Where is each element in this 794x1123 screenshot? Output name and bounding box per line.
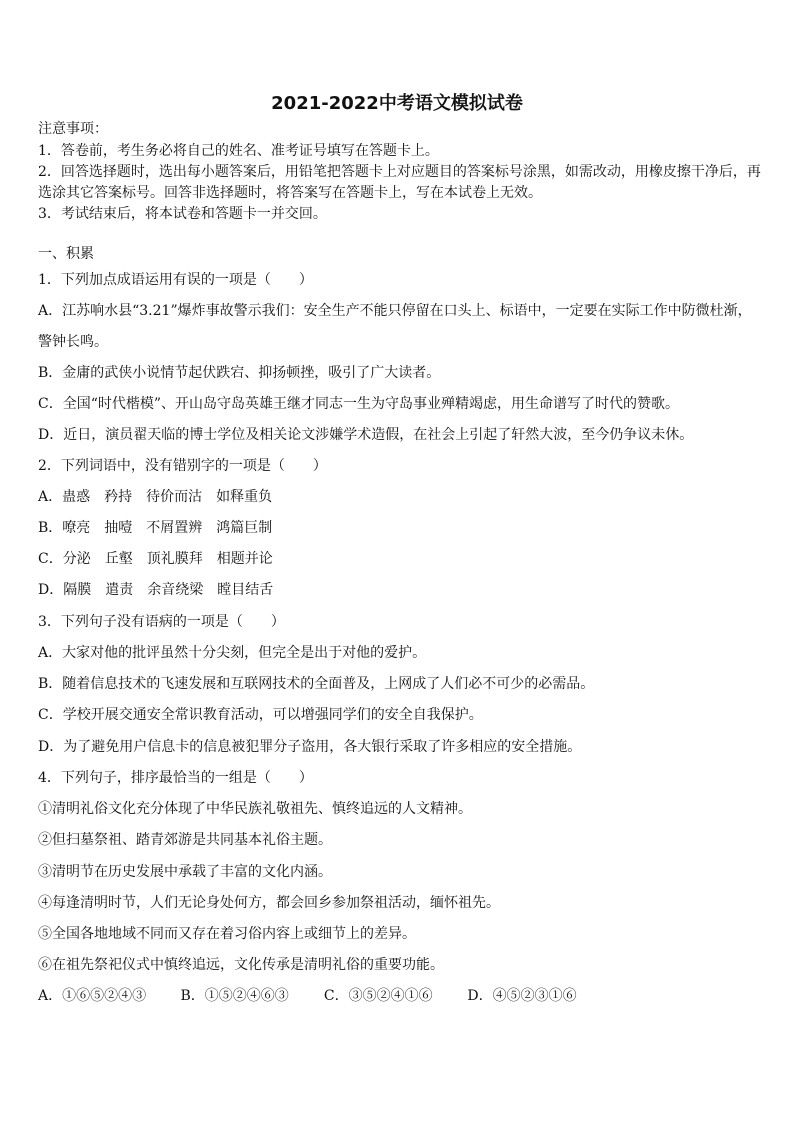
question-1-stem: 1．下列加点成语运用有误的一项是（ ） (38, 272, 313, 288)
question-1-option-c: C．全国“时代楷模”、开山岛守岛英雄王继才同志一生为守岛事业殚精竭虑，用生命谱写了时代的赞歌。 (38, 396, 680, 412)
question-2-option-d: D．隔膜 遣责 余音绕梁 瞠目结舌 (38, 582, 274, 598)
question-4-stem: 4．下列句子，排序最恰当的一组是（ ） (38, 770, 313, 786)
notice-line: 2．回答选择题时，选出每小题答案后，用铅笔把答题卡上对应题目的答案标号涂黑，如需改动，用橡皮擦干净后，再 (38, 164, 761, 180)
question-4-option-c: C．③⑤②④①⑥ (323, 988, 433, 1004)
notice-line: 1．答卷前，考生务必将自己的姓名、准考证号填写在答题卡上。 (38, 143, 439, 159)
notice-heading: 注意事项： (38, 121, 108, 137)
page-title: 2021-2022中考语文模拟试卷 (271, 93, 523, 114)
question-3-stem: 3．下列句子没有语病的一项是（ ） (38, 614, 285, 630)
section-heading: 一、积累 (38, 246, 94, 262)
question-4-sentence-5: ⑤全国各地地域不同而又存在着习俗内容上或细节上的差异。 (38, 926, 416, 942)
question-2-option-a: A．蛊惑 矜持 待价而沽 如释重负 (38, 489, 273, 505)
notice-line: 3．考试结束后，将本试卷和答题卡一并交回。 (38, 206, 327, 222)
question-2-option-b: B．嘹亮 抽噎 不屑置辨 鸿篇巨制 (38, 520, 273, 536)
question-3-option-b: B．随着信息技术的飞速发展和互联网技术的全面普及，上网成了人们必不可少的必需品。 (38, 676, 595, 692)
question-4-sentence-2: ②但扫墓祭祖、踏青郊游是共同基本礼俗主题。 (38, 832, 332, 848)
question-3-option-c: C．学校开展交通安全常识教育活动，可以增强同学们的安全自我保护。 (38, 707, 483, 723)
question-1-option-d: D．近日，演员翟天临的博士学位及相关论文涉嫌学术造假，在社会上引起了轩然大波，至今仍争议未休。 (38, 427, 694, 443)
question-4-option-a: A．①⑥⑤②④③ (38, 988, 147, 1004)
question-4-options (38, 988, 577, 1004)
question-3-option-d: D．为了避免用户信息卡的信息被犯罪分子盗用，各大银行采取了许多相应的安全措施。 (38, 739, 582, 755)
question-4-sentence-3: ③清明节在历史发展中承载了丰富的文化内涵。 (38, 864, 332, 880)
question-4-sentence-6: ⑥在祖先祭祀仪式中慎终追远，文化传承是清明礼俗的重要功能。 (38, 957, 444, 973)
question-4-sentence-1: ①清明礼俗文化充分体现了中华民族礼敬祖先、慎终追远的人文精神。 (38, 801, 472, 817)
question-4-option-d: D．④⑤②③①⑥ (467, 988, 577, 1004)
question-2-stem: 2．下列词语中，没有错别字的一项是（ ） (38, 458, 327, 474)
question-1-option-b: B．金庸的武侠小说情节起伏跌宕、抑扬顿挫，吸引了广大读者。 (38, 365, 441, 381)
question-2-option-c: C．分泌 丘壑 顶礼膜拜 相题并论 (38, 551, 273, 567)
question-1-option-a-cont: 警钟长鸣。 (38, 334, 108, 350)
question-3-option-a: A．大家对他的批评虽然十分尖刻，但完全是出于对他的爱护。 (38, 645, 427, 661)
question-4-sentence-4: ④每逢清明时节，人们无论身处何方，都会回乡参加祭祖活动，缅怀祖先。 (38, 895, 500, 911)
question-4-option-b: B．①⑤②④⑥③ (180, 988, 289, 1004)
question-1-option-a: A．江苏响水县“3.21”爆炸事故警示我们：安全生产不能只停留在口头上、标语中，一定要在实际工作中防微杜渐， (38, 303, 752, 319)
notice-line: 选涂其它答案标号。回答非选择题时，将答案写在答题卡上，写在本试卷上无效。 (38, 185, 542, 201)
